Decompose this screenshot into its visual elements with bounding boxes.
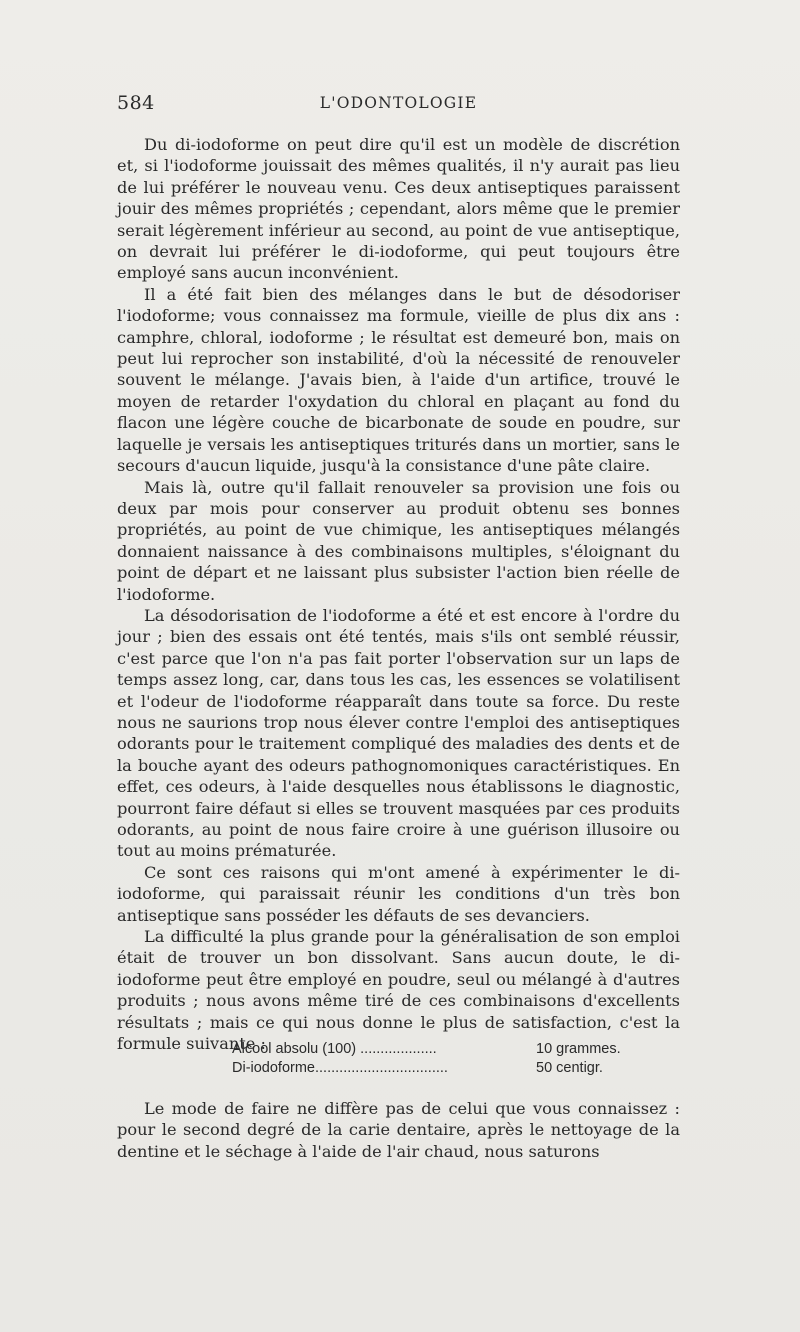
paragraph: La difficulté la plus grande pour la généralisation de son emploi était de trouver un bon dissolvant. Sans aucun doute, le di-iodoforme peut être employé en poudre, seul ou mélangé à d'autres produits ; nous avons même tiré de ces combinaisons d'excellents résultats ; mais ce qui nous donne le plus de satisfaction, c'est la formule suivante : [117, 927, 680, 1054]
formula-quantity: 10 grammes. [536, 1041, 621, 1057]
paragraph: Le mode de faire ne diffère pas de celui que vous connaissez : pour le second degré de la carie dentaire, après le nettoyage de la dentine et le séchage à l'aide de l'air chaud, nous saturons [117, 1099, 680, 1161]
paragraph: La désodorisation de l'iodoforme a été et est encore à l'ordre du jour ; bien des essais ont été tentés, mais s'ils ont semblé réussir, c'est parce que l'on n'a pas fait porter l'observation sur un laps de temps assez long, car, dans tous les cas, les essences se volatilisent et l'odeur de l'iodoforme réapparaît dans toute sa force. Du reste nous ne saurions trop nous élever contre l'emploi des antiseptiques odorants pour le traitement compliqué des maladies des dents et de la bouche ayant des odeurs pathognomoniques caractéristiques. En effet, ces odeurs, à l'aide desquelles nous établissons le diagnostic, pourront faire défaut si elles se trouvent masquées par ces produits odorants, au point de nous faire croire à une guérison illusoire ou tout au moins prématurée. [117, 605, 680, 861]
formula-table [232, 1040, 652, 1078]
page-number: 584 [117, 92, 155, 114]
paragraph: Mais là, outre qu'il fallait renouveler sa provision une fois ou deux par mois pour conserver au produit obtenu ses bonnes propriétés, au point de vue chimique, les antiseptiques mélangés donnaient naissance à des combinaisons multiples, s'éloignant du point de départ et ne laissant plus subsister l'action bien réelle de l'iodoforme. [117, 477, 680, 604]
formula-row [232, 1059, 652, 1078]
formula-quantity: 50 centigr. [536, 1060, 603, 1076]
continuation-text [117, 1098, 680, 1162]
formula-ingredient: Di-iodoforme................................. [232, 1060, 448, 1076]
formula-row [232, 1040, 652, 1059]
paragraph: Il a été fait bien des mélanges dans le but de désodoriser l'iodoforme; vous connaissez ma formule, vieille de plus dix ans : camphre, chloral, iodoforme ; le résultat est demeuré bon, mais on peut lui reprocher son instabilité, d'où la nécessité de renouveler souvent le mélange. J'avais bien, à l'aide d'un artifice, trouvé le moyen de retarder l'oxydation du chloral en plaçant au fond du flacon une légère couche de bicarbonate de soude en poudre, sur laquelle je versais les antiseptiques triturés dans un mortier, sans le secours d'aucun liquide, jusqu'à la consistance d'une pâte claire. [117, 284, 680, 476]
paragraph: Du di-iodoforme on peut dire qu'il est un modèle de discrétion et, si l'iodoforme jouissait des mêmes qualités, il n'y aurait pas lieu de lui préférer le nouveau venu. Ces deux antiseptiques paraissent jouir des mêmes propriétés ; cependant, alors même que le premier serait légèrement inférieur au second, au point de vue antiseptique, on devrait lui préférer le di-iodoforme, qui peut toujours être employé sans aucun inconvénient. [117, 135, 680, 283]
formula-ingredient: Alcool absolu (100) ................... [232, 1041, 437, 1057]
paragraph: Ce sont ces raisons qui m'ont amené à expérimenter le di-iodoforme, qui paraissait réunir les conditions d'un très bon antiseptique sans posséder les défauts de ses devanciers. [117, 862, 680, 925]
body-text [117, 134, 680, 1054]
running-title: L'ODONTOLOGIE [319, 94, 478, 112]
page-header [117, 92, 680, 116]
